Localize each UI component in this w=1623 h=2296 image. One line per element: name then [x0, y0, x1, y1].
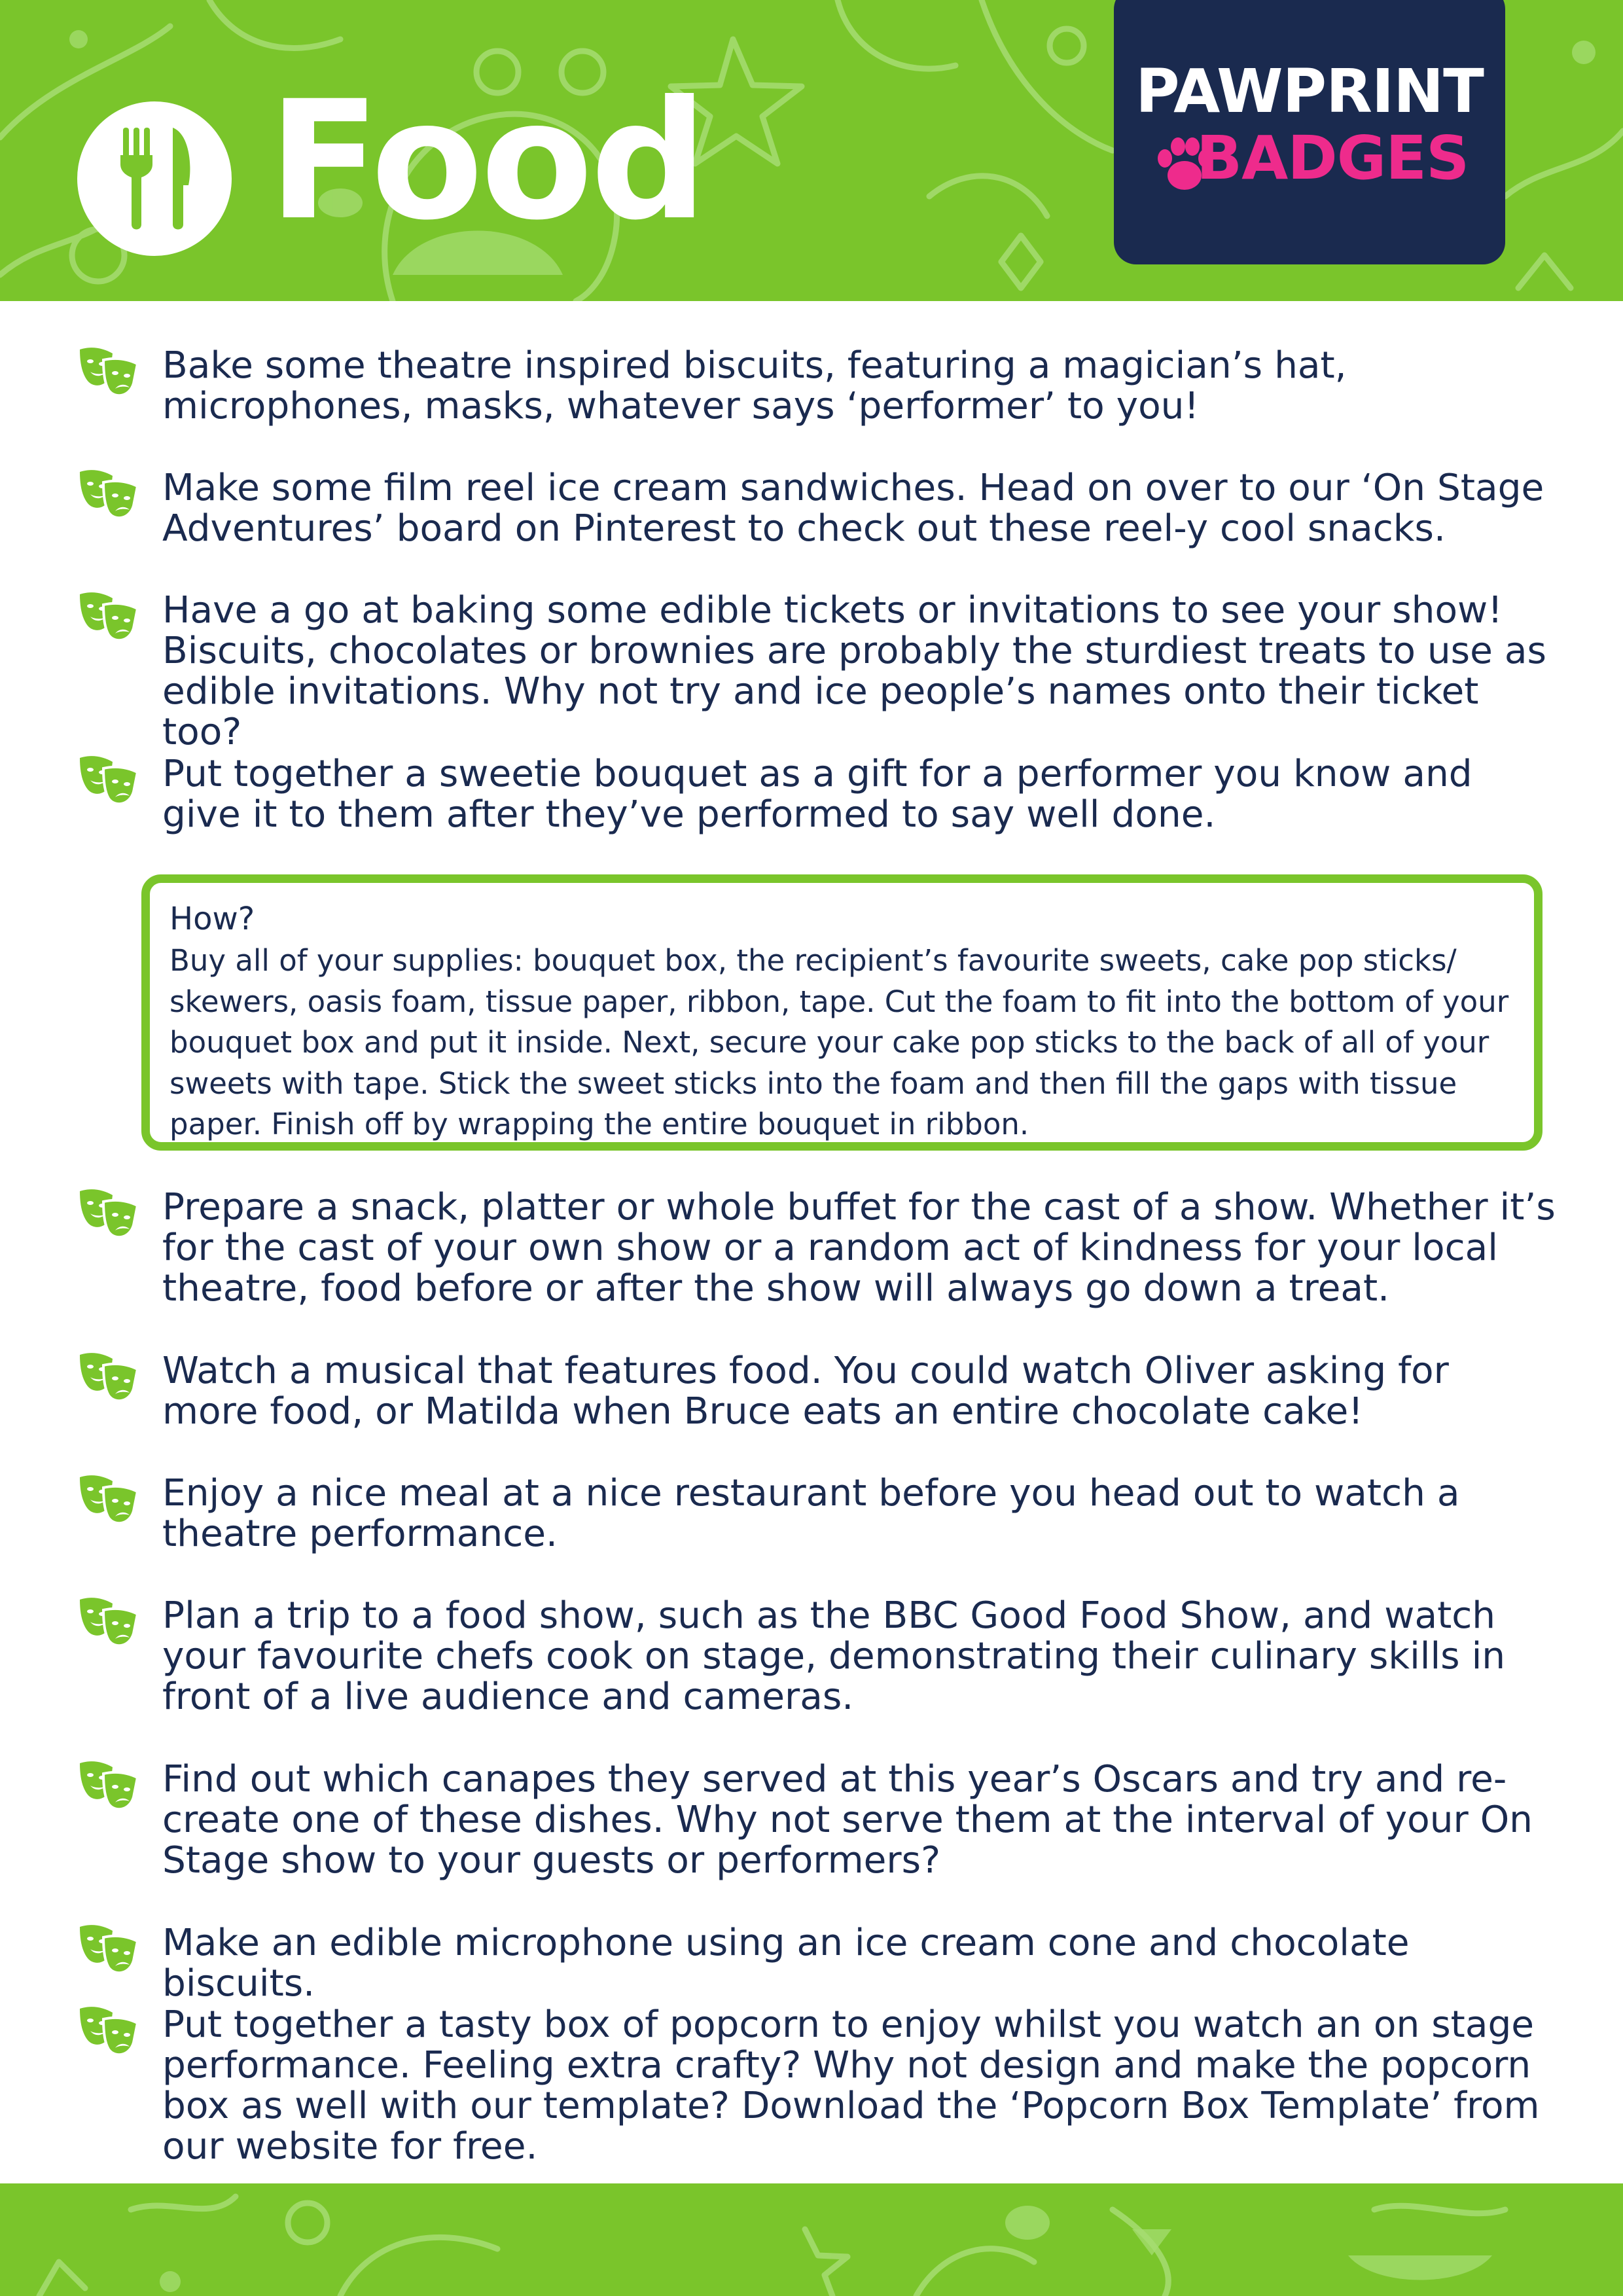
activity-text: Prepare a snack, platter or whole buffet for the cast of a show. Whether it’s for the cast of your own show or a random act of kindness for your local theatre, food before or after the show will always go down a treat.: [162, 1186, 1556, 1310]
activity-text: Enjoy a nice meal at a nice restaurant before you head out to watch a theatre performance.: [162, 1472, 1460, 1555]
brand-logo: [1114, 0, 1505, 264]
activity-text: Make an edible microphone using an ice cream cone and chocolate biscuits.: [162, 1922, 1410, 2005]
activity-text: Have a go at baking some edible tickets or invitations to see your show! Biscuits, chocolates or brownies are probably the sturdiest treats to use as edible invitations. Why not try and ice people’s names onto their ticket too?: [162, 589, 1546, 753]
theatre-masks-icon: [77, 1759, 140, 1814]
activity-text: Make some film reel ice cream sandwiches. Head on over to our ‘On Stage Adventures’ board on Pinterest to check out these reel-y cool snacks.: [162, 467, 1544, 550]
activity-text: Find out which canapes they served at this year’s Oscars and try and re-create one of these dishes. Why not serve them at the interval of your On Stage show to your guests or performers?: [162, 1758, 1533, 1882]
how-title: How?: [169, 901, 255, 937]
theatre-masks-icon: [77, 2005, 140, 2060]
activity-text: Put together a sweetie bouquet as a gift for a performer you know and give it to them after they’ve performed to say well done.: [162, 753, 1472, 836]
theatre-masks-icon: [77, 590, 140, 645]
theatre-masks-icon: [77, 1187, 140, 1242]
page-title: Food: [268, 65, 705, 256]
fork-knife-icon: [77, 101, 232, 256]
theatre-masks-icon: [77, 1351, 140, 1406]
theatre-masks-icon: [77, 468, 140, 523]
activity-text: Watch a musical that features food. You could watch Oliver asking for more food, or Matilda when Bruce eats an entire chocolate cake!: [162, 1350, 1449, 1433]
how-instructions: Buy all of your supplies: bouquet box, the recipient’s favourite sweets, cake pop sticks/ skewers, oasis foam, tissue paper, ribbon, tape. Cut the foam to fit into the bottom of your bouquet box and put it inside. Next, secure your cake pop sticks to the back of all of your sweets with tape. Stick the sweet sticks into the foam and then fill the gaps with tissue paper. Finish off by wrapping the entire bouquet in ribbon.: [169, 943, 1509, 1141]
activity-text: Bake some theatre inspired biscuits, featuring a magician’s hat, microphones, masks, whatever says ‘performer’ to you!: [162, 344, 1347, 427]
activity-text: Put together a tasty box of popcorn to enjoy whilst you watch an on stage performance. Feeling extra crafty? Why not design and make the popcorn box as well with our template? Download the ‘Popcorn Box Template’ from our website for free.: [162, 2003, 1540, 2168]
theatre-masks-icon: [77, 1596, 140, 1651]
theatre-masks-icon: [77, 346, 140, 401]
theatre-masks-icon: [77, 1473, 140, 1528]
theatre-masks-icon: [77, 1923, 140, 1978]
theatre-masks-icon: [77, 754, 140, 809]
footer-banner: [0, 2183, 1623, 2296]
header-banner: [0, 0, 1623, 301]
activity-text: Plan a trip to a food show, such as the BBC Good Food Show, and watch your favourite chefs cook on stage, demonstrating their culinary skills in front of a live audience and cameras.: [162, 1594, 1506, 1718]
how-to-box: [141, 874, 1543, 1151]
brand-name-top: PAWPRINT: [1135, 56, 1484, 126]
doodle-pattern: [0, 2183, 1623, 2296]
brand-name-bottom: BADGES: [1196, 123, 1469, 193]
